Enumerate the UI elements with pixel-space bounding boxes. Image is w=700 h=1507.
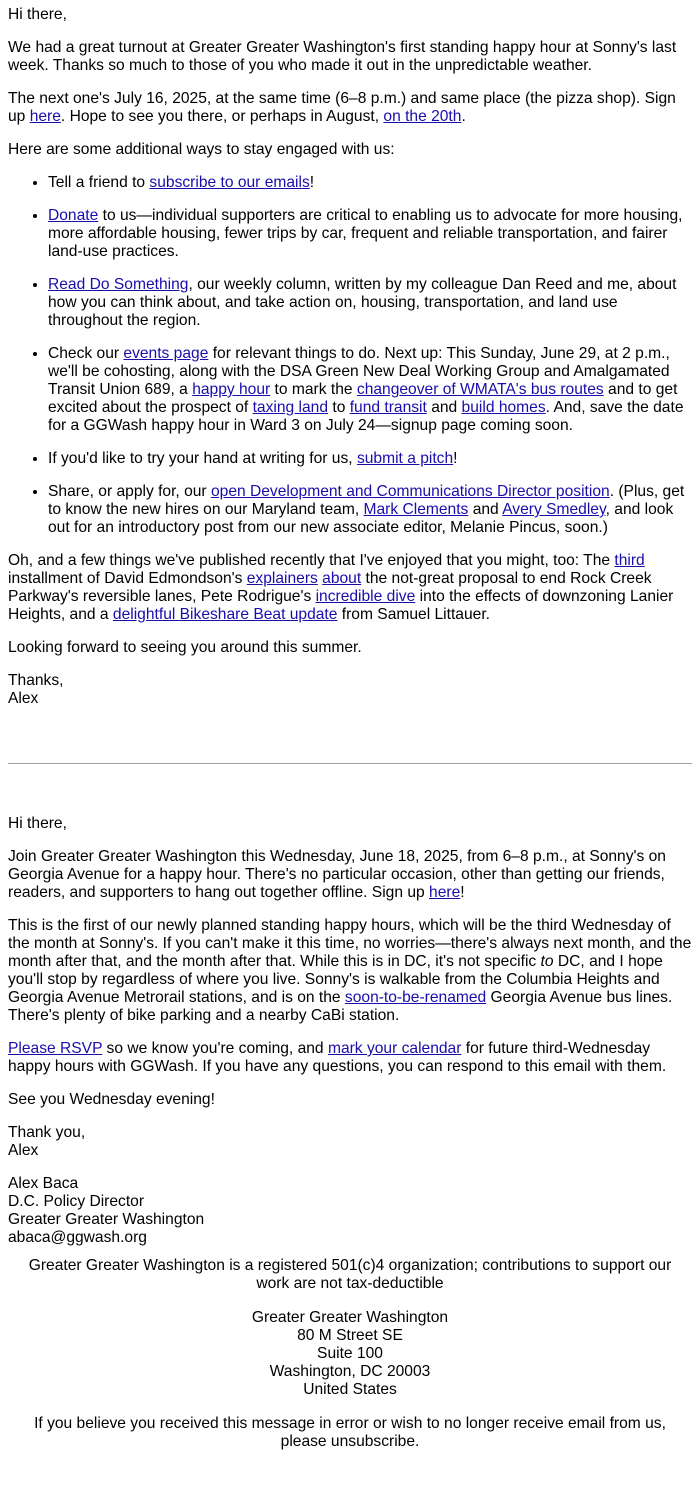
taxing-land-link[interactable]: taxing land bbox=[252, 399, 329, 416]
email-divider bbox=[8, 763, 692, 764]
list-item: • Read Do Something, our weekly column, written by my colleague Dan Reed and me, about how you can think about, and take action on, housing, transportation, and land use throughout the region. bbox=[48, 276, 692, 330]
subscribe-link[interactable]: subscribe to our emails bbox=[149, 174, 310, 191]
tax-disclaimer: Greater Greater Washington is a registered 501(c)4 organization; contributions to support our work are not tax-deductible bbox=[28, 1257, 672, 1292]
closing-line: Looking forward to seeing you around this summer. bbox=[8, 639, 362, 656]
build-homes-link[interactable]: build homes bbox=[461, 399, 546, 416]
invitation-paragraph: Join Greater Greater Washington this Wednesday, June 18, 2025, from 6–8 p.m., at Sonny's on Georgia Avenue for a happy hour. There's no particular occasion, other than getting our friends, readers, and supporters to hang out together offline. Sign up here! bbox=[8, 848, 666, 901]
donate-link[interactable]: Donate bbox=[48, 207, 99, 224]
list-item: • If you'd like to try your hand at writing for us, submit a pitch! bbox=[48, 450, 692, 468]
greeting: Hi there, bbox=[8, 6, 67, 23]
calendar-link[interactable]: mark your calendar bbox=[327, 1040, 462, 1057]
rsvp-paragraph: Please RSVP so we know you're coming, and mark your calendar for future third-Wednesday happy hours with GGWash. If you have any questions, you can respond to this email with them. bbox=[8, 1040, 667, 1075]
events-page-link[interactable]: events page bbox=[123, 345, 209, 362]
engage-intro: Here are some additional ways to stay engaged with us: bbox=[8, 141, 395, 158]
fund-transit-link[interactable]: fund transit bbox=[349, 399, 427, 416]
recent-posts-paragraph: Oh, and a few things we've published recently that I've enjoyed that you might, too: The third installment of David Edmondson's explainers about the not-great proposal to end Rock Creek Parkway's reversible lanes, Pete Rodrigue's incredible dive into the effects of downzoning Lanier Heights, and a delightful Bikeshare Beat update from Samuel Littauer. bbox=[8, 552, 674, 623]
avery-smedley-link[interactable]: Avery Smedley bbox=[502, 501, 606, 518]
signature-name: Alex Baca bbox=[8, 1175, 79, 1192]
mailing-address: Greater Greater Washington 80 M Street SE Suite 100 Washington, DC 20003 United States bbox=[251, 1309, 449, 1398]
job-posting-link[interactable]: open Development and Communications Director position bbox=[210, 483, 610, 500]
rsvp-link[interactable]: Please RSVP bbox=[8, 1040, 103, 1057]
list-item: • Donate to us—individual supporters are critical to enabling us to advocate for more housing, more affordable housing, fewer trips by car, frequent and reliable transportation, and fairer land-use practices. bbox=[48, 207, 692, 261]
signup-link[interactable]: here bbox=[29, 108, 61, 125]
renamed-bus-lines-link[interactable]: soon-to-be-renamed bbox=[344, 989, 487, 1006]
list-item: • Check our events page for relevant things to do. Next up: This Sunday, June 29, at 2 p.m., we'll be cohosting, along with the DSA Green New Deal Working Group and Amalgamated Transit Union 689, a happy hour to mark the changeover of WMATA's bus routes and to get excited about the prospect of taxing land to fund transit and build homes. And, save the date for a GGWash happy hour in Ward 3 on July 24—signup page coming soon. bbox=[48, 345, 692, 435]
signature-title: D.C. Policy Director bbox=[8, 1193, 145, 1210]
about-link[interactable]: about bbox=[322, 570, 362, 587]
turnout-paragraph: We had a great turnout at Greater Greater Washington's first standing happy hour at Sonny's last week. Thanks so much to those of you who made it out in the unpredictable weather. bbox=[8, 39, 677, 74]
email-signature bbox=[8, 1175, 692, 1247]
greeting: Hi there, bbox=[8, 815, 67, 832]
mark-clements-link[interactable]: Mark Clements bbox=[363, 501, 469, 518]
standing-happy-hour-paragraph: This is the first of our newly planned standing happy hours, which will be the third Wednesday of the month at Sonny's. If you can't make it this time, no worries—there's always next month, and the month after that, and the month after that. While this is in DC, it's not specific to DC, and I hope you'll stop by regardless of where you live. Sonny's is walkable from the Columbia Heights and Georgia Avenue Metrorail stations, and is on the soon-to-be-renamed Georgia Avenue bus lines. There's plenty of bike parking and a nearby CaBi station. bbox=[8, 917, 692, 1024]
signature-org: Greater Greater Washington bbox=[8, 1211, 205, 1228]
august-date-link[interactable]: on the 20th bbox=[383, 108, 462, 125]
explainers-link[interactable]: explainers bbox=[246, 570, 318, 587]
unsubscribe-notice[interactable]: If you believe you received this message in error or wish to no longer receive email from us, please unsubscribe. bbox=[34, 1415, 666, 1450]
do-something-link[interactable]: Read Do Something bbox=[48, 276, 189, 293]
wmata-bus-routes-link[interactable]: changeover of WMATA's bus routes bbox=[356, 381, 604, 398]
bikeshare-beat-link[interactable]: delightful Bikeshare Beat update bbox=[112, 606, 338, 623]
submit-pitch-link[interactable]: submit a pitch bbox=[356, 450, 454, 467]
list-item: • Share, or apply for, our open Development and Communications Director position. (Plus, get to know the new hires on our Maryland team, Mark Clements and Avery Smedley, and look out for an introductory post from our new associate editor, Melanie Pincus, soon.) bbox=[48, 483, 692, 537]
engagement-list bbox=[8, 174, 692, 537]
signoff: Thank you, Alex bbox=[8, 1124, 86, 1159]
signature-email: abaca@ggwash.org bbox=[8, 1229, 147, 1246]
list-item: • Tell a friend to subscribe to our emails! bbox=[48, 174, 692, 192]
signoff: Thanks, Alex bbox=[8, 672, 64, 707]
email-1 bbox=[8, 0, 692, 708]
third-installment-link[interactable]: third bbox=[614, 552, 645, 569]
incredible-dive-link[interactable]: incredible dive bbox=[315, 588, 416, 605]
email-footer bbox=[8, 1257, 692, 1451]
signup-link[interactable]: here bbox=[429, 884, 461, 901]
email-2 bbox=[8, 815, 692, 1247]
next-happy-hour-paragraph: The next one's July 16, 2025, at the same time (6–8 p.m.) and same place (the pizza shop). Sign up here. Hope to see you there, or perhaps in August, on the 20th. bbox=[8, 90, 676, 125]
see-you-line: See you Wednesday evening! bbox=[8, 1091, 215, 1108]
happy-hour-link[interactable]: happy hour bbox=[192, 381, 271, 398]
